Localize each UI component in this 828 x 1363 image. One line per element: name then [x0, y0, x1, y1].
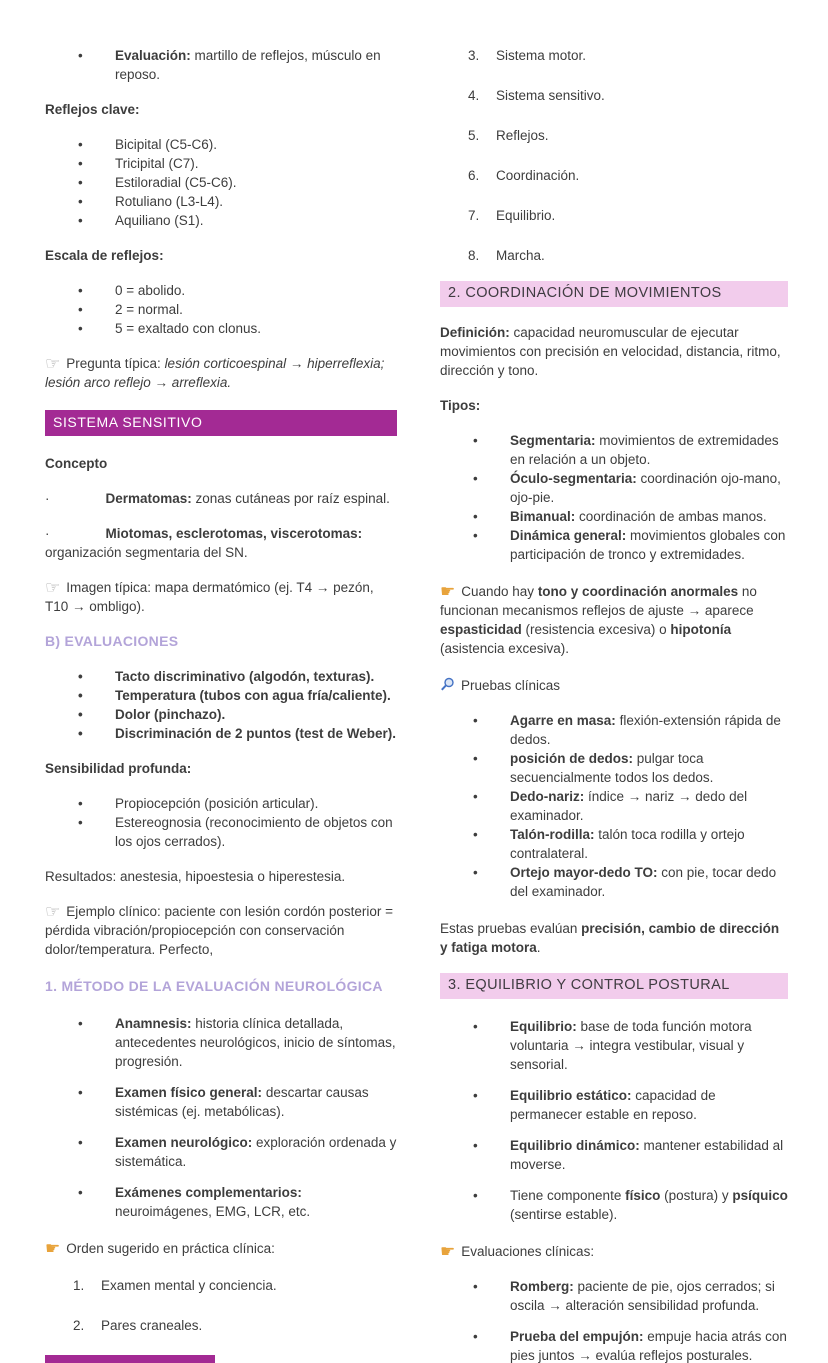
item-text: Sistema motor. [496, 48, 587, 63]
list-item: • Tricipital (C7). [45, 154, 397, 173]
term: Romberg: [510, 1279, 574, 1294]
pregunta-tipica-note [45, 354, 397, 392]
numbered-item [440, 46, 788, 65]
definition: movimientos globales con participación de tronco y extremidades. [510, 528, 786, 562]
definition: capacidad neuromuscular de ejecutar movimientos con precisión en velocidad, distancia, ritmo, dirección y tono. [440, 325, 781, 378]
list-item: • Dolor (pinchazo). [45, 705, 397, 724]
list-item: • Estiloradial (C5-C6). [45, 173, 397, 192]
list-item [440, 863, 788, 901]
numbered-item [440, 126, 788, 145]
list-item [440, 431, 788, 469]
list-item: • Propiocepción (posición articular). [45, 794, 397, 813]
item-number: 8. [468, 248, 480, 263]
term: Equilibrio estático: [510, 1088, 632, 1103]
list-item [440, 1186, 788, 1224]
orden-sugerido-note [45, 1239, 397, 1258]
numbered-item [440, 246, 788, 265]
list-item: • Tacto discriminativo (algodón, texturas). [45, 667, 397, 686]
tono-note [440, 582, 788, 658]
numbered-item [45, 1276, 397, 1295]
list-item [45, 1183, 397, 1221]
term: Dedo-nariz: [510, 789, 585, 804]
heading-text: Pruebas clínicas [461, 678, 561, 693]
list-item: • Aquiliano (S1). [45, 211, 397, 230]
tipos-list [440, 431, 788, 564]
term: posición de dedos: [510, 751, 634, 766]
text: . [536, 940, 541, 955]
list-item [440, 825, 788, 863]
item-number: 3. [468, 48, 480, 63]
term: Dermatomas: [105, 491, 192, 506]
list-item: • Estereognosia (reconocimiento de objetos con los ojos cerrados). [45, 813, 397, 851]
definition: mantener estabilidad al moverse. [510, 1138, 784, 1172]
pointing-hand-icon: ☛ [45, 1239, 61, 1258]
item-text: Reflejos. [496, 128, 549, 143]
pointing-hand-icon: ☞ [45, 902, 61, 921]
list-item: • 5 = exaltado con clonus. [45, 319, 397, 338]
bullet-text: martillo de reflejos, músculo en reposo. [115, 48, 381, 82]
section-bar-sistema-sensitivo: SISTEMA SENSITIVO [45, 410, 397, 436]
list-item [440, 1136, 788, 1174]
term: Segmentaria: [510, 433, 596, 448]
pointing-hand-icon: ☛ [440, 582, 456, 601]
term: Prueba del empujón: [510, 1329, 644, 1344]
evaluaciones-clinicas-list [440, 1277, 788, 1363]
term: Anamnesis: [115, 1016, 192, 1031]
definicion-paragraph [440, 323, 788, 380]
pointing-hand-icon: ☞ [45, 354, 61, 373]
term: Miotomas, esclerotomas, viscerotomas: [105, 526, 363, 541]
list-item: • Discriminación de 2 puntos (test de Weber). [45, 724, 397, 743]
heading-reflejos-clave: Reflejos clave: [45, 102, 140, 117]
definition: empuje hacia atrás con pies juntos → evalúa reflejos posturales. [510, 1329, 787, 1363]
pointing-hand-icon: ☛ [440, 1242, 456, 1261]
definition: organización segmentaria del SN. [45, 545, 248, 560]
term: Ortejo mayor-dedo TO: [510, 865, 658, 880]
list-item [440, 749, 788, 787]
item-number: 2. [73, 1318, 85, 1333]
section-bar-coordinacion: 2. COORDINACIÓN DE MOVIMIENTOS [440, 281, 788, 307]
note-text: Evaluaciones clínicas: [461, 1244, 595, 1259]
definition: descartar causas sistémicas (ej. metabólicas). [115, 1085, 369, 1119]
ejemplo-clinico-note [45, 902, 397, 959]
note-lead: Pregunta típica: [66, 356, 165, 371]
right-column [440, 46, 788, 1363]
text: Estas pruebas evalúan [440, 921, 582, 936]
dot-marker: · [45, 526, 50, 541]
pointing-hand-icon: ☞ [45, 578, 61, 597]
term: Óculo-segmentaria: [510, 471, 637, 486]
heading-escala-reflejos: Escala de reflejos: [45, 248, 164, 263]
item-text: Sistema sensitivo. [496, 88, 605, 103]
list-item [440, 1017, 788, 1074]
list-item [45, 1014, 397, 1071]
definition: índice → nariz → dedo del examinador. [510, 789, 748, 823]
note-italic: lesión corticoespinal → hiperreflexia; lesión arco reflejo → arreflexia. [45, 356, 385, 390]
sensibilidad-list [45, 794, 397, 851]
list-item [440, 1327, 788, 1363]
evaluaciones-list [45, 667, 397, 743]
item-number: 6. [468, 168, 480, 183]
item-number: 5. [468, 128, 480, 143]
metodo-list [45, 1014, 397, 1221]
orden-numbered-list [45, 1276, 397, 1335]
estas-pruebas-paragraph [440, 919, 788, 957]
item-text: Marcha. [496, 248, 545, 263]
pruebas-list [440, 711, 788, 901]
definition: neuroimágenes, EMG, LCR, etc. [115, 1204, 311, 1219]
truncated-section-bar [45, 1355, 215, 1363]
note-text: no funcionan mecanismos reflejos de ajuste → aparece [440, 584, 757, 618]
note-bold: hipotonía [670, 622, 732, 637]
text: Tiene componente [510, 1188, 626, 1203]
list-item: • 0 = abolido. [45, 281, 397, 300]
definition: zonas cutáneas por raíz espinal. [191, 491, 390, 506]
term: Equilibrio dinámico: [510, 1138, 640, 1153]
note-text: Orden sugerido en práctica clínica: [66, 1241, 275, 1256]
list-item [45, 46, 397, 84]
escala-list [45, 281, 397, 338]
heading-concepto: Concepto [45, 456, 108, 471]
definition: coordinación de ambas manos. [575, 509, 767, 524]
term: Equilibrio: [510, 1019, 577, 1034]
left-column [45, 46, 397, 1335]
definition: movimientos de extremidades en relación a un objeto. [510, 433, 779, 467]
exam-order-numbered-list [440, 46, 788, 265]
note-text: Imagen típica: mapa dermatómico (ej. T4 → pezón, T10 → ombligo). [45, 580, 374, 614]
definition: exploración ordenada y sistemática. [115, 1135, 397, 1169]
numbered-item [440, 86, 788, 105]
definition: paciente de pie, ojos cerrados; si oscila → alteración sensibilidad profunda. [510, 1279, 775, 1313]
list-item: • Bicipital (C5-C6). [45, 135, 397, 154]
item-number: 7. [468, 208, 480, 223]
note-text: (resistencia excesiva) o [521, 622, 671, 637]
definition: capacidad de permanecer estable en reposo. [510, 1088, 716, 1122]
bold-text: físico [625, 1188, 661, 1203]
term: Agarre en masa: [510, 713, 616, 728]
miotomas-item [45, 524, 397, 562]
imagen-tipica-note [45, 578, 397, 616]
heading-tipos: Tipos: [440, 398, 481, 413]
list-item: • 2 = normal. [45, 300, 397, 319]
term: Examen físico general: [115, 1085, 263, 1100]
list-item [45, 1133, 397, 1171]
list-item [440, 711, 788, 749]
term: Talón-rodilla: [510, 827, 595, 842]
note-text: (asistencia excesiva). [440, 641, 570, 656]
numbered-item [440, 206, 788, 225]
equilibrio-list [440, 1017, 788, 1224]
list-item [440, 1277, 788, 1315]
list-item: • Rotuliano (L3-L4). [45, 192, 397, 211]
term: Bimanual: [510, 509, 576, 524]
list-item [440, 787, 788, 825]
definition: pulgar toca secuencialmente todos los dedos. [510, 751, 714, 785]
evaluacion-bullet-list [45, 46, 397, 84]
term: Exámenes complementarios: [115, 1185, 302, 1200]
numbered-item [440, 166, 788, 185]
definition: historia clínica detallada, antecedentes neurológicos, inicio de síntomas, progresión. [115, 1016, 396, 1069]
bold-text: psíquico [732, 1188, 788, 1203]
item-text: Pares craneales. [101, 1318, 203, 1333]
list-item: • Temperatura (tubos con agua fría/caliente). [45, 686, 397, 705]
numbered-item [45, 1316, 397, 1335]
term: Definición: [440, 325, 510, 340]
item-text: Equilibrio. [496, 208, 556, 223]
definition: flexión-extensión rápida de dedos. [510, 713, 781, 747]
note-bold: tono y coordinación anormales [537, 584, 739, 599]
reflejos-list [45, 135, 397, 230]
list-item [440, 469, 788, 507]
text: (sentirse estable). [510, 1207, 618, 1222]
definition: coordinación ojo-mano, ojo-pie. [510, 471, 781, 505]
note-text: Cuando hay [461, 584, 538, 599]
evaluaciones-clinicas-note [440, 1242, 788, 1261]
note-text: Ejemplo clínico: paciente con lesión cordón posterior = pérdida vibración/propiocepción con conservación dolor/temperatura. Perfecto, [45, 904, 394, 957]
pruebas-clinicas-heading [440, 676, 788, 695]
magnifier-icon [440, 677, 455, 692]
section-bar-equilibrio: 3. EQUILIBRIO Y CONTROL POSTURAL [440, 973, 788, 999]
list-item [440, 507, 788, 526]
definition: con pie, tocar dedo del examinador. [510, 865, 777, 899]
dot-marker: · [45, 491, 50, 506]
definition: talón toca rodilla y ortejo contralateral. [510, 827, 745, 861]
term: Dinámica general: [510, 528, 627, 543]
text: (postura) y [660, 1188, 733, 1203]
dermatomas-item [45, 489, 397, 508]
subheading-evaluaciones: B) EVALUACIONES [45, 633, 179, 649]
list-item [440, 1086, 788, 1124]
resultados-paragraph: Resultados: anestesia, hipoestesia o hiperestesia. [45, 869, 346, 884]
item-text: Examen mental y conciencia. [101, 1278, 277, 1293]
item-number: 4. [468, 88, 480, 103]
list-item [45, 1083, 397, 1121]
item-number: 1. [73, 1278, 85, 1293]
term: Examen neurológico: [115, 1135, 253, 1150]
heading-sensibilidad-profunda: Sensibilidad profunda: [45, 761, 192, 776]
list-item [440, 526, 788, 564]
definition: base de toda función motora voluntaria → integra vestibular, visual y sensorial. [510, 1019, 752, 1072]
subheading-metodo-evaluacion: 1. MÉTODO DE LA EVALUACIÓN NEUROLÓGICA [45, 978, 383, 994]
bullet-term: Evaluación: [115, 48, 191, 63]
bold-text: precisión, cambio de dirección y fatiga motora [440, 921, 780, 955]
item-text: Coordinación. [496, 168, 580, 183]
note-bold: espasticidad [440, 622, 522, 637]
